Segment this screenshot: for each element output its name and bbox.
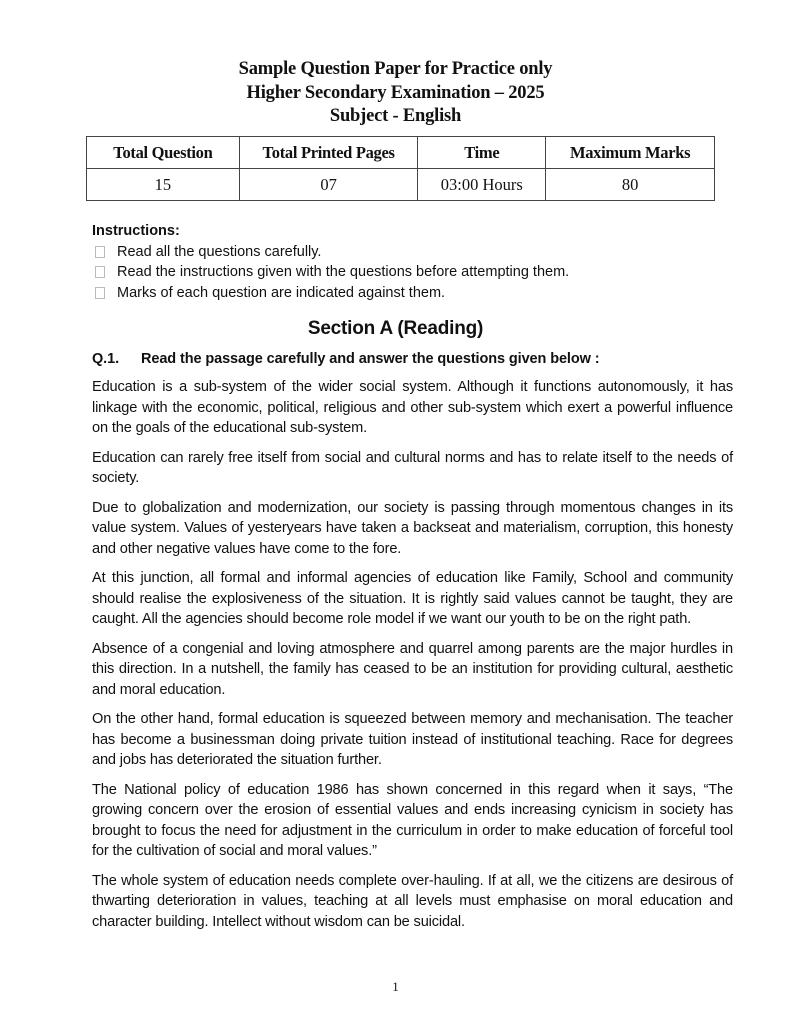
passage-paragraph: Education can rarely free itself from social and cultural norms and has to relate itself to the needs of society. (92, 449, 733, 486)
table-row (87, 169, 715, 201)
instructions-heading: Instructions: (92, 223, 180, 239)
instruction-text: Read all the questions carefully. (117, 243, 322, 260)
page-number: 1 (392, 979, 399, 994)
section-title: Section A (Reading) (307, 318, 484, 339)
instruction-text: Read the instructions given with the questions before attempting them. (117, 264, 570, 280)
question-number: Q.1. (92, 351, 119, 367)
header-total-question: Total Question (87, 137, 240, 169)
header-total-printed-pages: Total Printed Pages (239, 137, 418, 169)
value-total-printed-pages: 07 (239, 169, 418, 201)
checkbox-bullet-icon (95, 287, 105, 299)
reading-passage (92, 377, 733, 941)
instruction-text: Marks of each question are indicated against them. (117, 284, 446, 301)
checkbox-bullet-icon (95, 266, 105, 278)
instructions-block (92, 221, 569, 303)
passage-paragraph: The whole system of education needs complete over-hauling. If at all, we the citizens are desirous of thwarting deterioration in values, teaching at all levels must emphasise on moral education and character building. Intellect without wisdom can be suicidal. (92, 872, 733, 930)
list-item (92, 262, 569, 283)
value-maximum-marks: 80 (546, 169, 715, 201)
value-total-question: 15 (87, 169, 240, 201)
title-line-1: Sample Question Paper for Practice only (238, 59, 553, 79)
exam-info-table (86, 136, 715, 201)
list-item (92, 283, 569, 304)
passage-paragraph: On the other hand, formal education is squeezed between memory and mechanisation. The teacher has become a businessman doing private tuition instead of institutional teaching. Race for degrees and jobs has deteriorated the situation further. (92, 711, 733, 768)
title-line-3: Subject - English (329, 106, 462, 126)
question-text: Read the passage carefully and answer the questions given below : (141, 351, 600, 367)
passage-paragraph: Education is a sub-system of the wider social system. Although it functions autonomously, it has linkage with the economic, political, religious and other sub-system which exert a powerful influence on the goals of the educational sub-system. (92, 379, 733, 436)
table-header-row (87, 137, 715, 169)
header-time: Time (418, 137, 546, 169)
passage-paragraph: The National policy of education 1986 has shown concerned in this regard when it says, “The growing concern over the erosion of essential values and ends increasing cynicism in society has brought to focus the need for adjustment in the curriculum in order to make education of forceful tool for the cultivation of social and moral values.” (92, 781, 733, 859)
list-item (92, 242, 569, 263)
paper-title (0, 58, 791, 129)
value-time: 03:00 Hours (418, 169, 546, 201)
passage-paragraph: Due to globalization and modernization, our society is passing through momentous changes in its value system. Values of yesteryears have taken a backseat and materialism, corruption, this honesty and other negative values have come to the fore. (92, 499, 733, 557)
checkbox-bullet-icon (95, 246, 105, 258)
question-heading (92, 351, 599, 367)
header-maximum-marks: Maximum Marks (546, 137, 715, 169)
instructions-list (92, 242, 569, 304)
title-line-2: Higher Secondary Examination – 2025 (246, 82, 545, 103)
passage-paragraph: At this junction, all formal and informal agencies of education like Family, School and community should realise the explosiveness of the situation. It is rightly said values cannot be taught, they are caught. All the agencies should become role model if we want our youth to be on the right path. (92, 570, 733, 627)
passage-paragraph: Absence of a congenial and loving atmosphere and quarrel among parents are the major hurdles in this direction. In a nutshell, the family has ceased to be an institution for providing cultural, aesthetic and moral education. (92, 640, 733, 698)
